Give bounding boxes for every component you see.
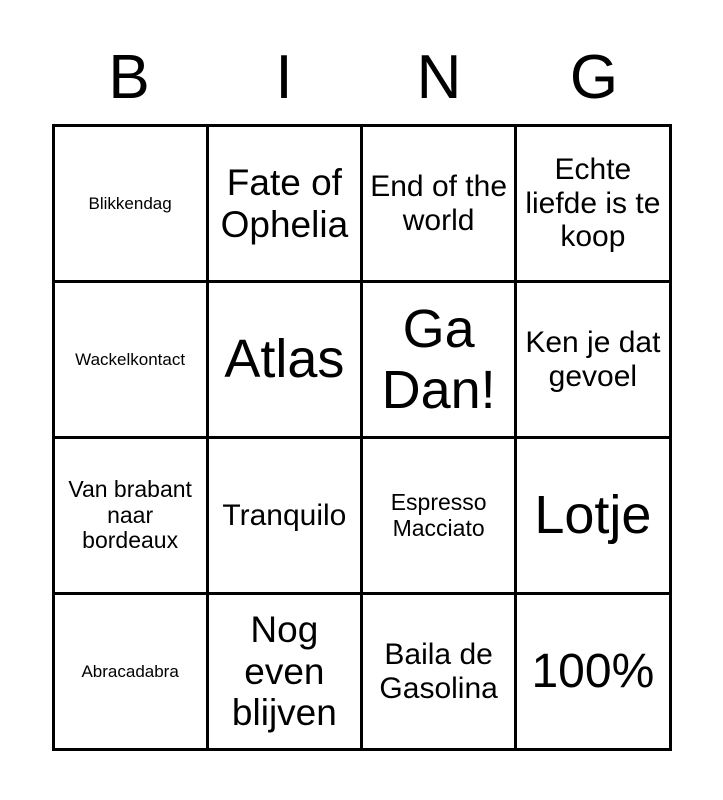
bingo-cell[interactable]	[209, 283, 363, 439]
bingo-grid	[52, 124, 672, 751]
bingo-cell[interactable]	[363, 595, 517, 751]
bingo-cell-label: Van brabant naar bordeaux	[68, 475, 192, 554]
bingo-cell[interactable]	[55, 439, 209, 595]
bingo-cell-label: 100%	[531, 644, 655, 698]
bingo-cell[interactable]	[363, 439, 517, 595]
bingo-cell-label: Wackelkontact	[75, 349, 186, 369]
bingo-header	[52, 0, 672, 114]
bingo-cell[interactable]	[209, 595, 363, 751]
bingo-cell-label: Blikkendag	[88, 193, 172, 213]
bingo-cell-label: Espresso Macciato	[390, 488, 487, 541]
bingo-cell[interactable]	[517, 127, 671, 283]
bingo-cell[interactable]	[363, 127, 517, 283]
bingo-cell-label: Fate of Ophelia	[220, 162, 349, 245]
bingo-cell[interactable]	[363, 283, 517, 439]
bingo-cell-label: Echte liefde is te koop	[525, 153, 661, 254]
bingo-cell-label: Abracadabra	[81, 661, 179, 681]
bingo-cell-label: Baila de Gasolina	[379, 637, 498, 705]
bingo-cell-label: Tranquilo	[222, 498, 347, 532]
bingo-cell-label: End of the world	[370, 169, 508, 237]
header-letter-b: B	[108, 43, 150, 112]
header-letter-i: I	[275, 43, 293, 112]
header-letter-n: N	[416, 43, 462, 112]
bingo-cell[interactable]	[55, 595, 209, 751]
bingo-cell-label: Atlas	[224, 329, 345, 390]
bingo-cell[interactable]	[517, 283, 671, 439]
bingo-cell-label: Lotje	[534, 485, 652, 546]
header-letter-g: G	[569, 43, 619, 112]
bingo-cell-label: Nog even blijven	[231, 609, 337, 734]
bingo-cell[interactable]	[517, 595, 671, 751]
bingo-cell[interactable]	[55, 283, 209, 439]
bingo-cell[interactable]	[209, 439, 363, 595]
bingo-cell[interactable]	[517, 439, 671, 595]
bingo-cell[interactable]	[209, 127, 363, 283]
bingo-cell[interactable]	[55, 127, 209, 283]
bingo-cell-label: Ken je dat gevoel	[525, 325, 661, 393]
bingo-cell-label: Ga Dan!	[381, 299, 496, 420]
